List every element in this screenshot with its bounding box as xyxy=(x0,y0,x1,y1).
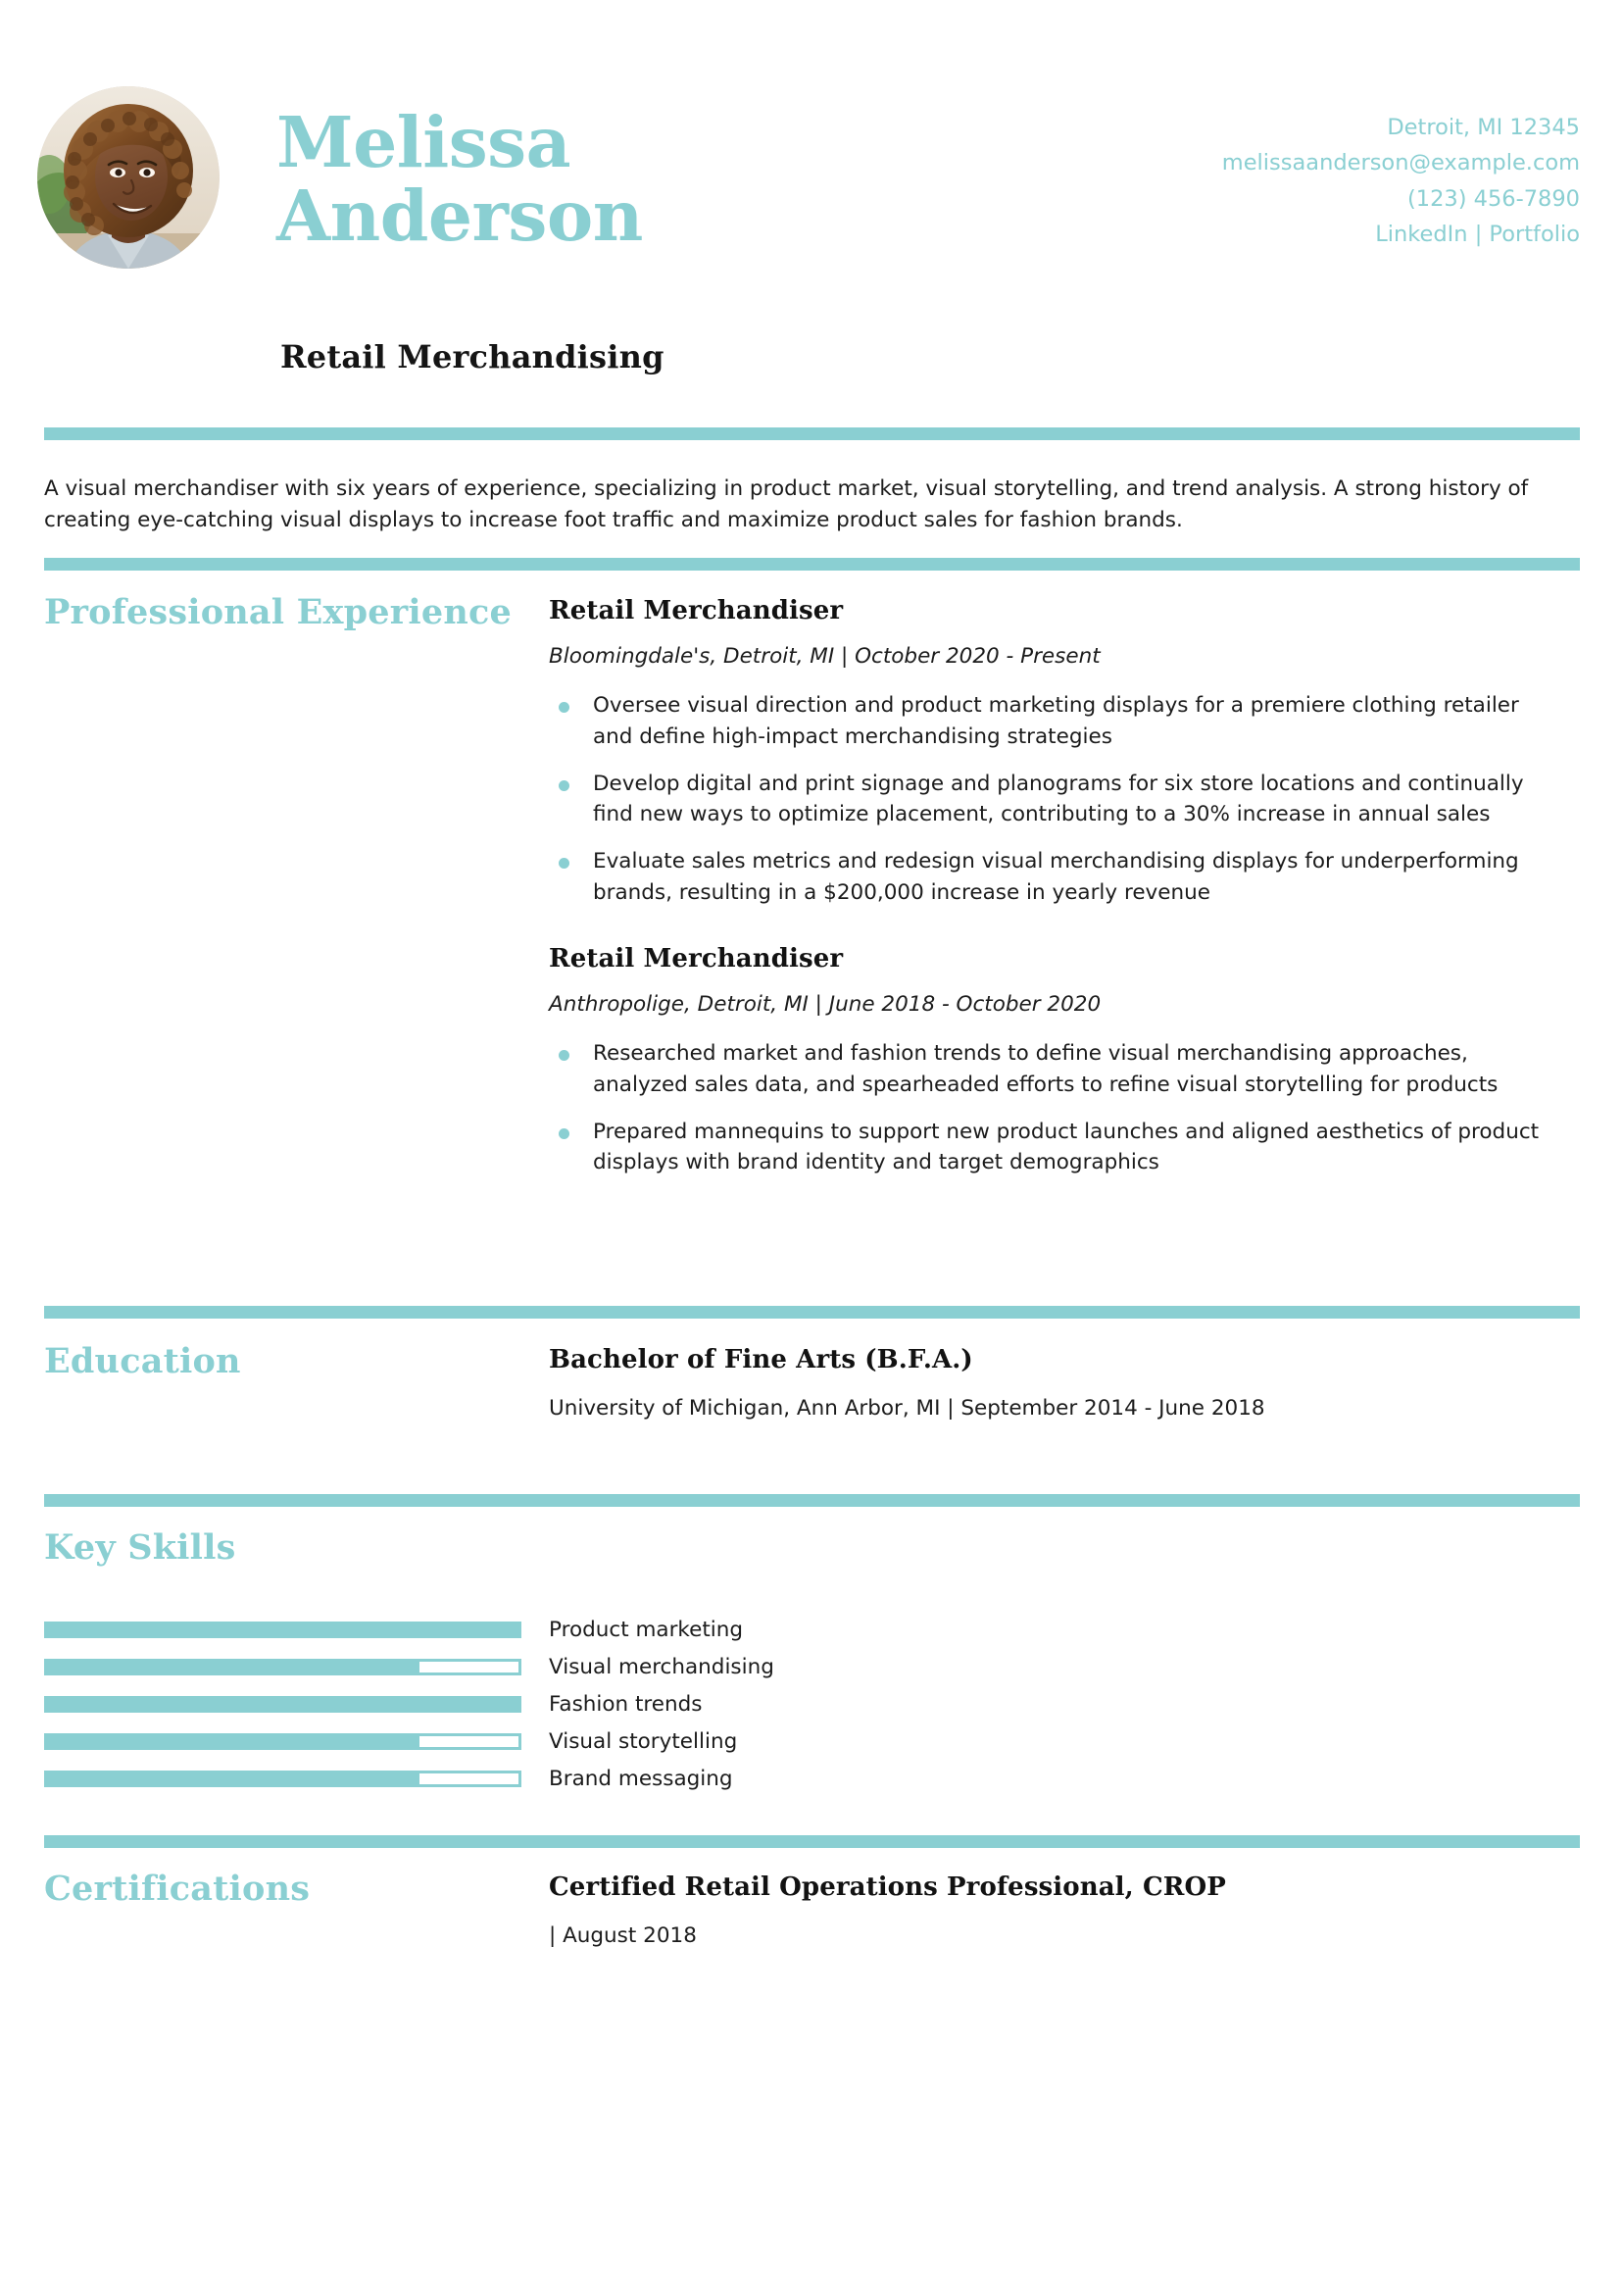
bullet-dot-icon xyxy=(559,858,569,869)
job-title: Retail Merchandiser xyxy=(549,596,844,625)
school-meta: University of Michigan, Ann Arbor, MI | September 2014 - June 2018 xyxy=(549,1396,1265,1421)
bullet-text: Evaluate sales metrics and redesign visual merchandising displays for underperforming brands, resulting in a $200,000 increase in yearly revenue xyxy=(593,849,1519,906)
section-heading-experience: Professional Experience xyxy=(44,592,512,632)
bullet-dot-icon xyxy=(559,1128,569,1139)
job-meta: Bloomingdale's, Detroit, MI | October 2020 - Present xyxy=(549,644,1101,669)
skill-level-bar xyxy=(44,1733,521,1750)
education-entry xyxy=(549,1345,1563,1421)
job-bullets xyxy=(549,1038,1563,1178)
professional-summary: A visual merchandiser with six years of experience, specializing in product market, visual storytelling, and trend analysis. A strong history of creating eye-catching visual displays to increase foot traffic and maximize product sales for fashion brands. xyxy=(44,476,1529,533)
list-item xyxy=(549,690,1563,753)
skill-row xyxy=(44,1722,1561,1760)
job-bullets xyxy=(549,690,1563,909)
skill-level-bar xyxy=(44,1622,521,1638)
education-entries xyxy=(549,1345,1563,1421)
contact-email[interactable]: melissaanderson@example.com xyxy=(1221,150,1580,176)
certification-entry xyxy=(549,1872,1563,1948)
contact-phone: (123) 456-7890 xyxy=(1407,185,1580,212)
skill-level-remainder xyxy=(419,1736,518,1747)
page-title: Retail Merchandising xyxy=(280,338,664,375)
experience-entry xyxy=(549,944,1563,1178)
skill-label: Visual storytelling xyxy=(549,1728,738,1754)
bullet-dot-icon xyxy=(559,780,569,791)
contact-info xyxy=(1222,110,1580,253)
experience-entries xyxy=(549,596,1563,1194)
skill-row xyxy=(44,1685,1561,1722)
bullet-text: Researched market and fashion trends to define visual merchandising approaches, analyzed sales data, and spearheaded efforts to refine visual storytelling for products xyxy=(593,1040,1499,1097)
divider-header xyxy=(44,427,1580,440)
degree-title: Bachelor of Fine Arts (B.F.A.) xyxy=(549,1345,973,1374)
skill-level-remainder xyxy=(419,1773,518,1784)
skill-row xyxy=(44,1648,1561,1685)
skills-list xyxy=(44,1611,1561,1797)
skill-level-bar xyxy=(44,1771,521,1787)
bullet-dot-icon xyxy=(559,1050,569,1061)
list-item xyxy=(549,769,1563,831)
first-name: Melissa xyxy=(276,101,571,183)
skill-row xyxy=(44,1611,1561,1648)
skill-label: Visual merchandising xyxy=(549,1654,774,1679)
certification-meta: | August 2018 xyxy=(549,1923,697,1948)
skill-level-bar xyxy=(44,1696,521,1713)
bullet-text: Oversee visual direction and product marketing displays for a premiere clothing retailer and define high-impact merchandising strategies xyxy=(593,693,1519,749)
skill-label: Brand messaging xyxy=(549,1766,733,1791)
divider-experience xyxy=(44,1306,1580,1319)
list-item xyxy=(549,1117,1563,1179)
certification-title: Certified Retail Operations Professional, CROP xyxy=(549,1872,1226,1902)
section-heading-certifications: Certifications xyxy=(44,1869,311,1909)
certification-entries xyxy=(549,1872,1563,1948)
skill-row xyxy=(44,1760,1561,1797)
list-item xyxy=(549,1038,1563,1101)
bullet-text: Prepared mannequins to support new product launches and aligned aesthetics of product displays with brand identity and target demographics xyxy=(593,1119,1540,1175)
skill-label: Fashion trends xyxy=(549,1691,703,1717)
contact-links[interactable]: LinkedIn | Portfolio xyxy=(1375,222,1580,248)
divider-education xyxy=(44,1494,1580,1507)
section-heading-education: Education xyxy=(44,1341,241,1381)
bullet-dot-icon xyxy=(559,702,569,713)
section-heading-skills: Key Skills xyxy=(44,1527,236,1568)
bullet-text: Develop digital and print signage and planograms for six store locations and continually find new ways to optimize placement, contributing to a 30% increase in annual sales xyxy=(593,771,1524,827)
contact-address: Detroit, MI 12345 xyxy=(1387,115,1580,140)
divider-summary xyxy=(44,558,1580,571)
list-item xyxy=(549,846,1563,909)
avatar xyxy=(37,86,220,269)
job-title: Retail Merchandiser xyxy=(549,943,844,973)
skill-label: Product marketing xyxy=(549,1617,744,1642)
candidate-name xyxy=(276,101,1060,257)
experience-entry xyxy=(549,596,1563,909)
skill-level-bar xyxy=(44,1659,521,1675)
skill-level-remainder xyxy=(419,1662,518,1672)
divider-skills xyxy=(44,1835,1580,1848)
last-name: Anderson xyxy=(276,174,643,257)
job-meta: Anthropolige, Detroit, MI | June 2018 - October 2020 xyxy=(549,991,1102,1017)
